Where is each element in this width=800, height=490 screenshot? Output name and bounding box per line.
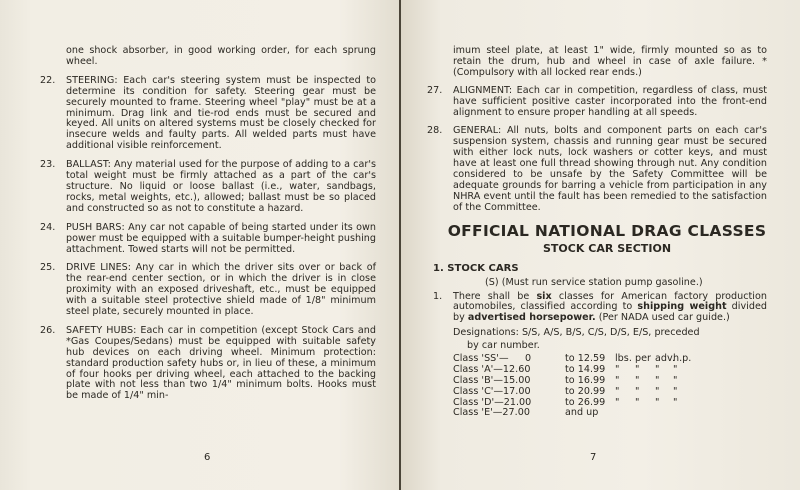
page-number-left: 6 [204,452,211,463]
right-page-text [427,46,767,419]
rule-number: 28. [427,125,443,137]
left-page [0,0,399,490]
designations-line-1: Designations: S/S, A/S, B/S, C/S, D/S, E/S, preceded [453,327,700,339]
class-unit: " [655,363,660,375]
class-to: to 14.99 [565,363,606,375]
class-label: Class 'SS'— [453,353,509,365]
rule-text: PUSH BARS: Any car not capable of being started under its own power must be equipped with a suitable bumper-height pushing attachment. Towed starts will not be permitted. [66,221,376,255]
left-page-text [40,46,376,410]
stock-cars-title: 1. STOCK CARS [433,262,519,274]
class-to: to 16.99 [565,374,606,386]
rule-text: STEERING: Each car's steering system must be inspected to determine its condition for safety. Steering gear must be securely mounted to frame. Steering wheel "play" must be at a minimum. Drag link and tie-rod ends must be secured and keyed. All units on altered systems must be closely checked for insecure welds and faulty parts. All welded parts must have additional visible reinforcement. [66,74,376,152]
class-unit: " [635,374,640,386]
class-unit: lbs. [615,353,632,365]
text-run: There shall be [453,290,537,302]
class-unit: h.p. [673,353,692,365]
class-to: to 26.99 [565,396,606,408]
rule-text: SAFETY HUBS: Each car in competition (except Stock Cars and *Gas Coupes/Sedans) must be equipped with suitable safety hub devices on each driving wheel. Minimum protection: standard production safety hubs or, in lieu of these, a minimum of four hooks per driving wheel, each attached to the backing plate with not less than two 1/4" minimum bolts. Hooks must be made of 1/4" min- [66,324,376,402]
rule-text: BALLAST: Any material used for the purpose of adding to a car's total weight must be firmly attached as a part of the car's structure. No liquid or loose ballast (i.e., water, sandbags, rocks, metal weights, etc.), allowed; ballast must be so placed and constructed so as not to constitute a hazard. [66,159,376,214]
bold-run: six [536,290,552,302]
class-row [427,408,767,419]
class-unit: per [635,353,651,365]
rule-number: 22. [40,74,56,86]
rule-27 [427,86,767,119]
class-unit: " [635,363,640,375]
text-run: classes for American factory production automobiles, classified according to [453,290,767,313]
class-unit: " [615,363,620,375]
class-from: 0 [525,353,532,365]
text-run: divided by [453,301,768,324]
class-unit: " [655,396,660,408]
rule-26 [40,326,376,402]
bold-run: advertised horsepower. [467,312,596,324]
rule-text: ALIGNMENT: Each car in competition, regardless of class, must have sufficient positive caster incorporated into the front-end alignment to ensure proper handling at all speeds. [453,84,767,118]
class-unit: adv. [655,353,676,365]
stock-paragraph-1 [427,292,767,325]
left-intro: one shock absorber, in good working order, for each sprung wheel. [66,45,376,67]
rule-number: 26. [40,324,56,336]
stock-cars-note: (S) (Must run service station pump gasoline.) [485,276,703,288]
rule-text: DRIVE LINES: Any car in which the driver sits over or back of the rear-end center section, or in which the driver is in close proximity with an exposed driveshaft, etc., must be equipped with a suitable steel protective shield made of 1/8" minimum steel plate, securely mounted in place. [66,262,376,318]
class-to: and up [565,407,599,419]
right-continuation: imum steel plate, at least 1" wide, firmly mounted so as to retain the drum, hub and wheel in case of axle failure. *(Compulsory with all locked rear ends.) [453,45,767,78]
class-unit: " [673,396,678,408]
rule-number: 25. [40,262,56,274]
class-label: Class 'D'—21.00 [453,396,532,408]
bold-run: shipping weight [637,301,727,313]
class-unit: " [655,374,660,386]
designations-line-2: by car number. [467,340,540,352]
class-unit: " [615,396,620,408]
class-unit: " [635,385,640,397]
class-label: Class 'C'—17.00 [453,385,531,397]
section-heading: OFFICIAL NATIONAL DRAG CLASSES [447,221,767,240]
text-run: (Per NADA used car guide.) [595,312,730,324]
class-unit: " [635,396,640,408]
paragraph-number: 1. [433,290,443,302]
rule-text: GENERAL: All nuts, bolts and component parts on each car's suspension system, chassis and running gear must be secured with either lock nuts, lock washers or cotter keys, and must have at least one full thread showing through nut. Any condition considered to be unsafe by the Safety Committee will be adequate grounds for barring a vehicle from participation in any NHRA event until the fault has been remedied to the satisfaction of the Committee. [453,125,767,213]
rule-number: 23. [40,159,56,171]
class-unit: " [673,363,678,375]
class-label: Class 'A'—12.60 [453,363,531,375]
rule-number: 27. [427,84,443,96]
class-to: to 12.59 [565,353,606,365]
rule-24 [40,223,376,256]
class-unit: " [673,385,678,397]
class-table [427,354,767,419]
paragraph-text [453,292,767,325]
rule-22 [40,76,376,152]
class-unit: " [673,374,678,386]
class-unit: " [615,374,620,386]
class-unit: " [655,385,660,397]
class-to: to 20.99 [565,385,606,397]
class-label: Class 'B'—15.00 [453,374,531,386]
class-label: Class 'E'—27.00 [453,407,530,419]
class-row [427,387,767,398]
right-page [401,0,800,490]
rule-23 [40,160,376,215]
section-subheading: STOCK CAR SECTION [542,241,672,255]
rule-25 [40,263,376,318]
class-unit: " [615,385,620,397]
page-number-right: 7 [590,452,597,463]
rule-number: 24. [40,221,56,233]
rule-28 [427,126,767,213]
